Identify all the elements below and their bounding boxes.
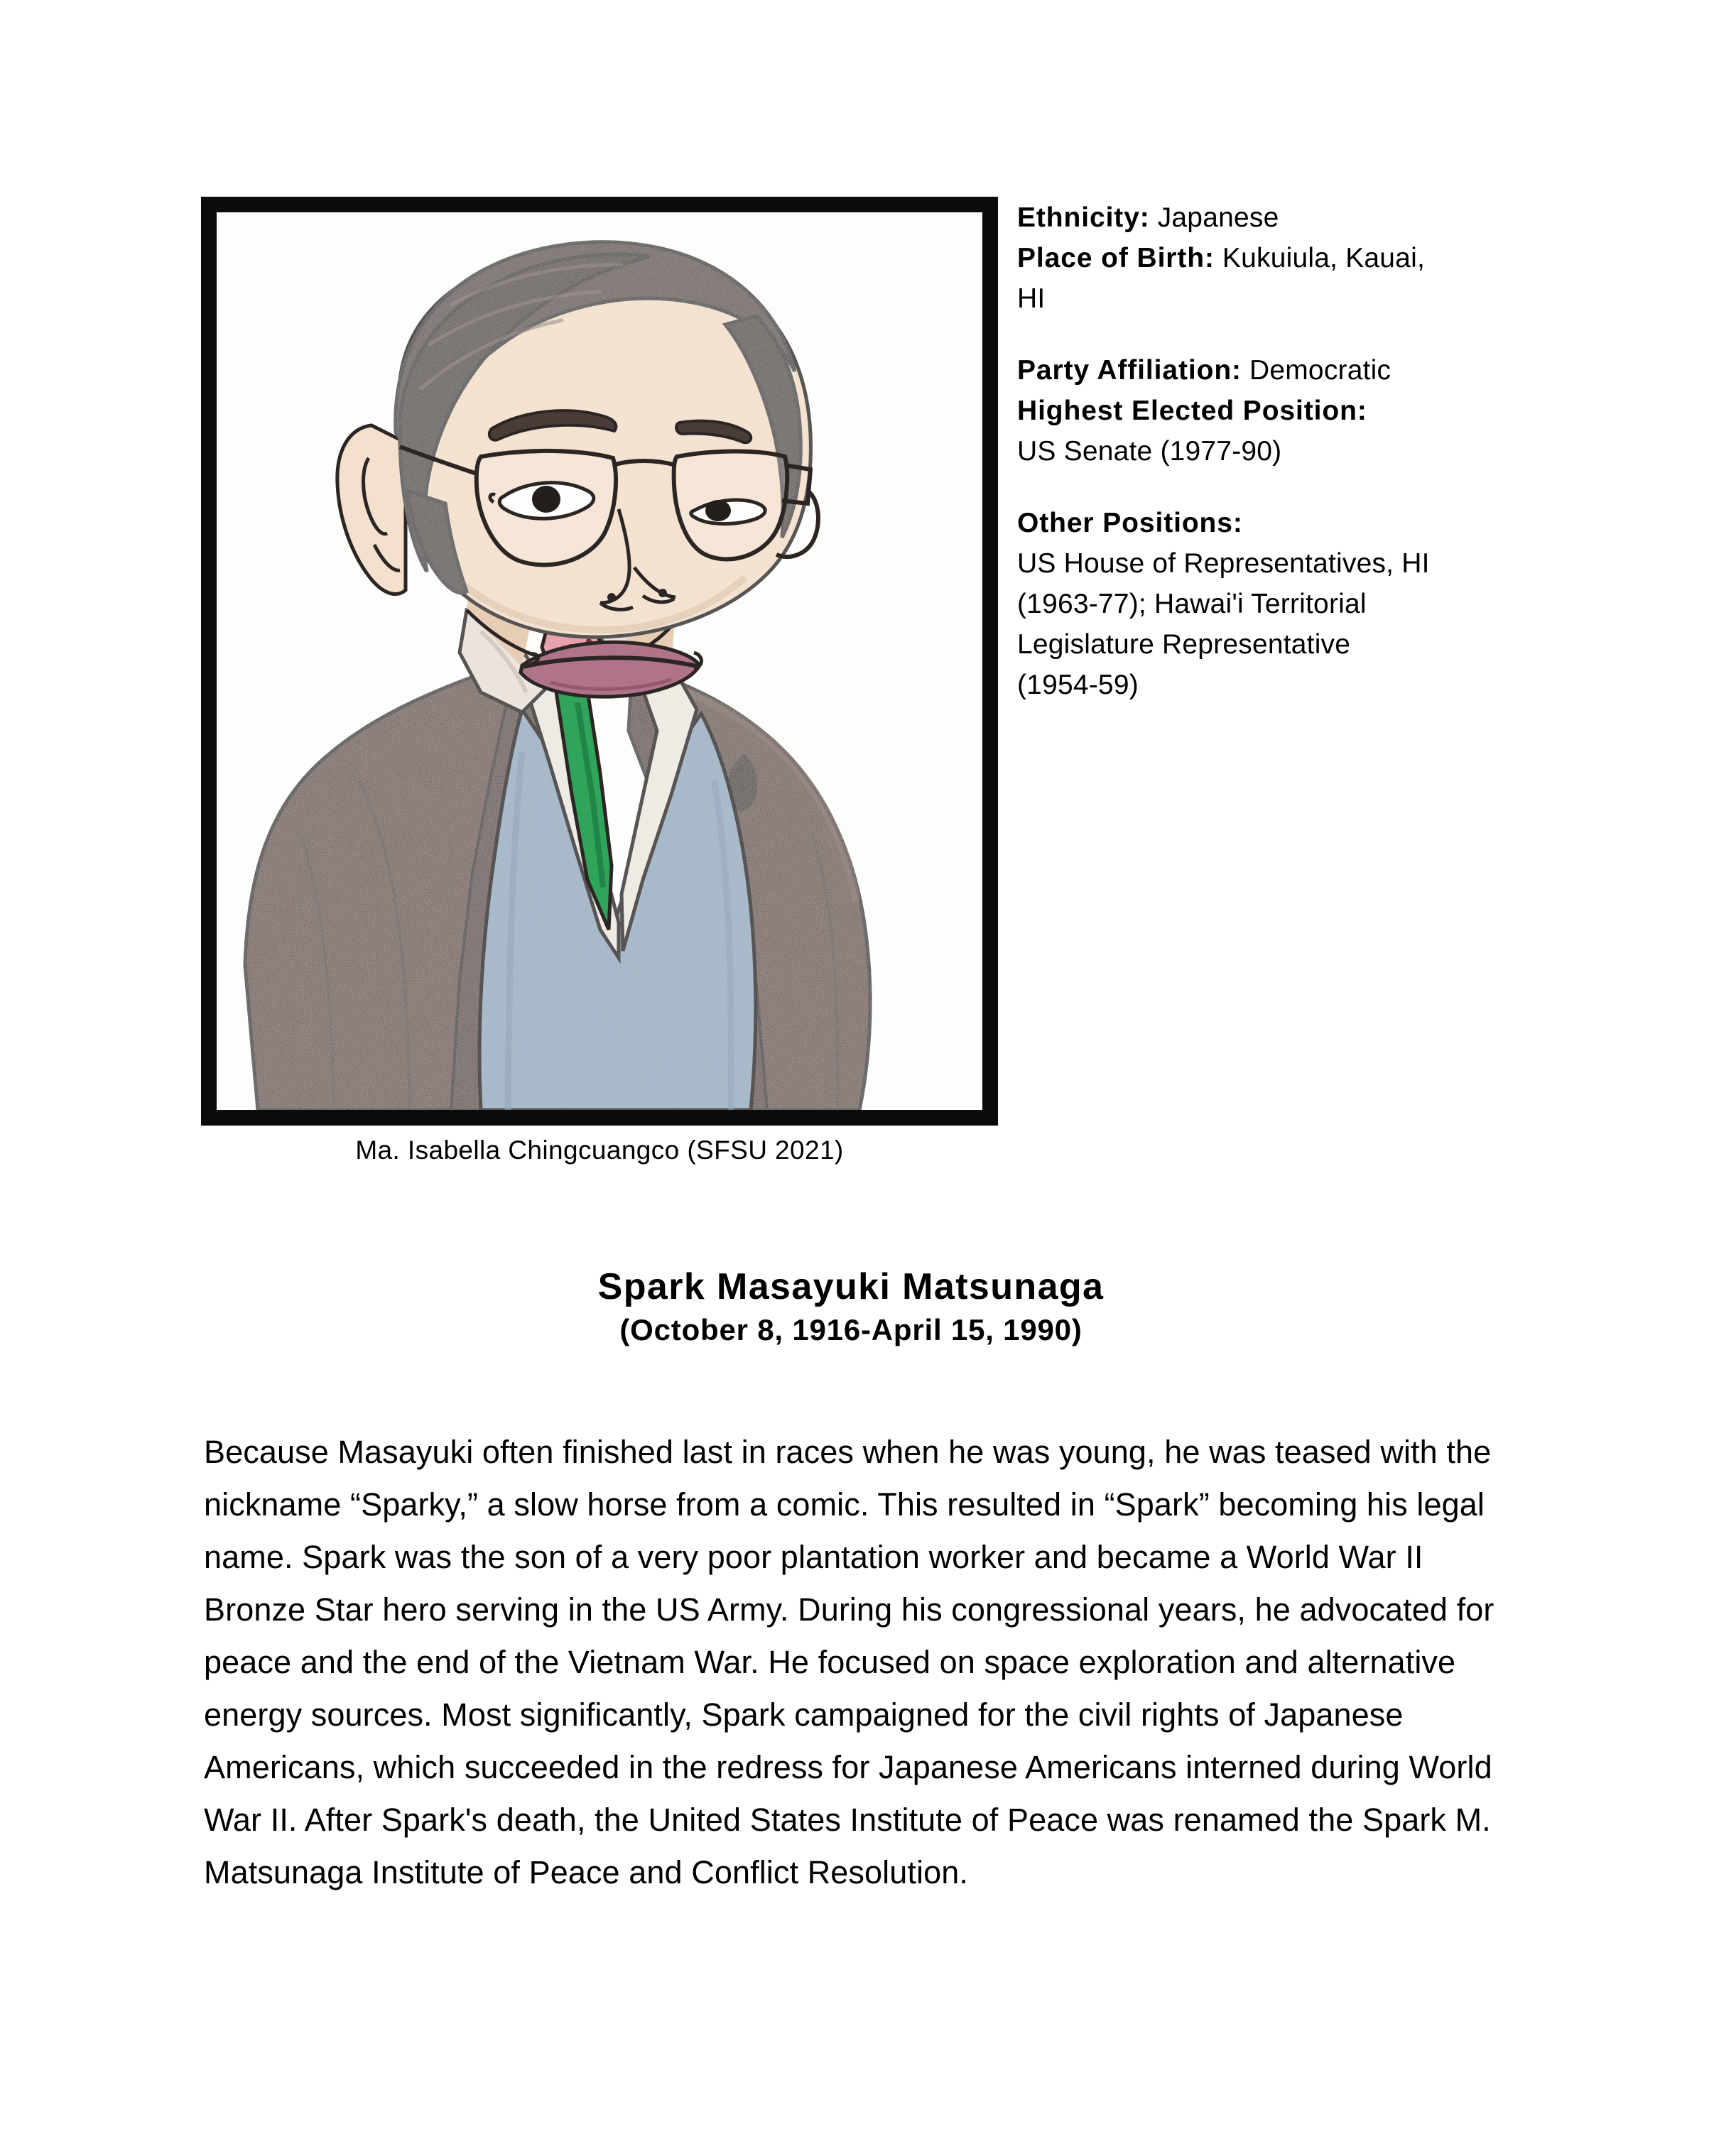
title-block bbox=[0, 1264, 1709, 1351]
metadata-group-biographical bbox=[1017, 197, 1507, 319]
biography-paragraph: Because Masayuki often finished last in races when he was young, he was teased with the nickname “Sparky,” a slow horse from a comic. This resulted in “Spark” becoming his legal name. Spark was the son of a very poor plantation worker and became a World War II Bronze Star hero serving in the US Army. During his congressional years, he advocated for peace and the end of the Vietnam War. He focused on space exploration and alternative energy sources. Most significantly, Spark campaigned for the civil rights of Japanese Americans, which succeeded in the redress for Japanese Americans interned during World War II. After Spark's death, the United States Institute of Peace was renamed the Spark M. Matsunaga Institute of Peace and Conflict Resolution. bbox=[204, 1434, 1494, 1890]
metadata-row bbox=[1017, 238, 1507, 278]
metadata-spacer bbox=[1017, 319, 1507, 350]
metadata-panel bbox=[1017, 197, 1507, 705]
metadata-row bbox=[1017, 624, 1507, 665]
metadata-label: Ethnicity: bbox=[1017, 202, 1150, 233]
portrait-canvas bbox=[217, 212, 982, 1110]
metadata-value: Kukuiula, Kauai, bbox=[1222, 243, 1425, 273]
portrait-figure bbox=[201, 197, 998, 1126]
metadata-value: Democratic bbox=[1249, 355, 1391, 386]
metadata-row bbox=[1017, 350, 1507, 391]
page-title: Spark Masayuki Matsunaga bbox=[597, 1266, 1105, 1307]
metadata-row bbox=[1017, 503, 1507, 543]
metadata-value: Japanese bbox=[1157, 202, 1279, 233]
metadata-label: Other Positions: bbox=[1017, 508, 1243, 538]
life-dates: (October 8, 1916-April 15, 1990) bbox=[619, 1313, 1083, 1346]
metadata-group-political bbox=[1017, 350, 1507, 472]
portrait-caption: Ma. Isabella Chingcuangco (SFSU 2021) bbox=[355, 1136, 844, 1165]
metadata-value: US Senate (1977-90) bbox=[1017, 436, 1282, 467]
metadata-row bbox=[1017, 431, 1507, 472]
metadata-value: (1963-77); Hawai'i Territorial bbox=[1017, 589, 1367, 619]
metadata-row bbox=[1017, 584, 1507, 624]
metadata-row bbox=[1017, 197, 1507, 238]
metadata-spacer bbox=[1017, 472, 1507, 503]
metadata-row bbox=[1017, 391, 1507, 431]
metadata-row bbox=[1017, 543, 1507, 584]
metadata-value: (1954-59) bbox=[1017, 670, 1139, 700]
metadata-value: Legislature Representative bbox=[1017, 629, 1351, 660]
metadata-row bbox=[1017, 665, 1507, 705]
metadata-label: Place of Birth: bbox=[1017, 243, 1215, 273]
portrait-frame-border bbox=[201, 197, 998, 1126]
metadata-row bbox=[1017, 278, 1507, 319]
portrait-illustration bbox=[217, 212, 982, 1110]
metadata-group-other-positions bbox=[1017, 503, 1507, 705]
metadata-value: US House of Representatives, HI bbox=[1017, 548, 1430, 579]
metadata-value: HI bbox=[1017, 283, 1046, 314]
metadata-label: Party Affiliation: bbox=[1017, 355, 1242, 386]
metadata-label: Highest Elected Position: bbox=[1017, 396, 1367, 426]
